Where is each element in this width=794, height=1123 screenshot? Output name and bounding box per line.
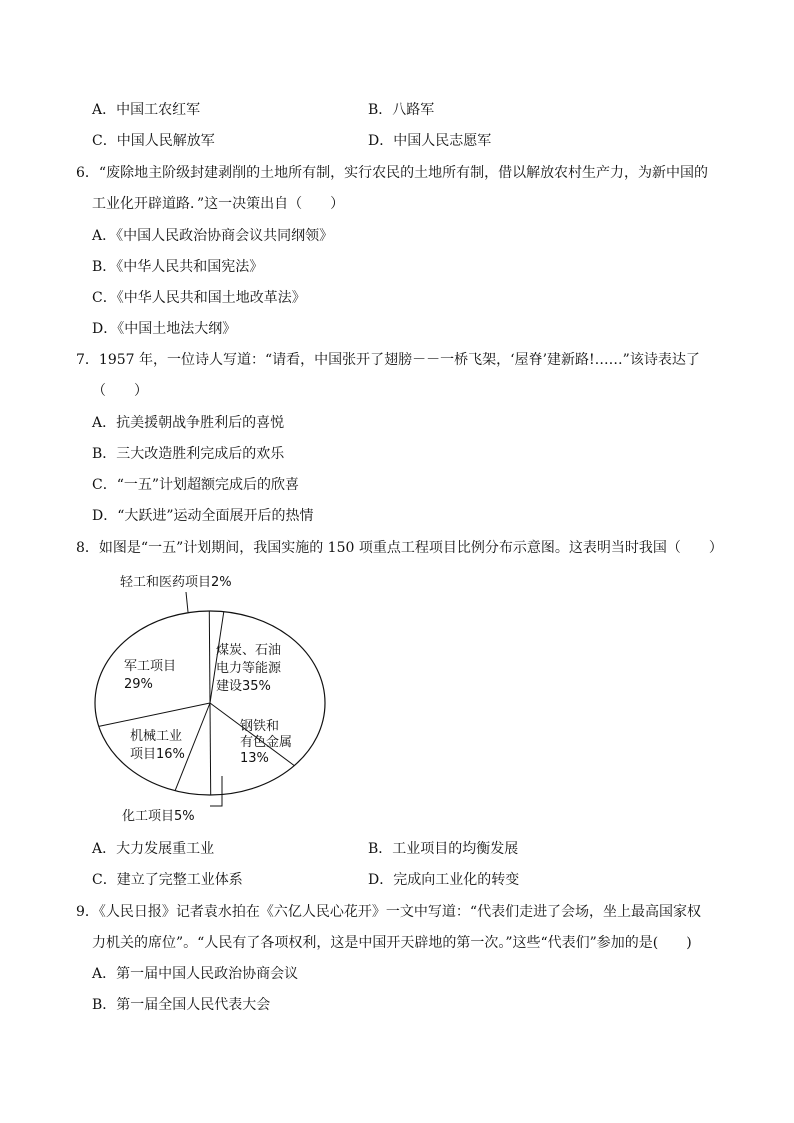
q8-option-d: D．完成向工业化的转变 <box>368 872 520 888</box>
slice-chem-edge <box>210 703 211 795</box>
q6-stem-line1: 6．“废除地主阶级封建剥削的土地所有制，实行农民的土地所有制，借以解放农村生产力，为新中国的 <box>76 165 709 181</box>
q9-option-a: A．第一届中国人民政治协商会议 <box>92 966 299 982</box>
q7-option-d: D．“大跃进”运动全面展开后的热情 <box>92 508 314 524</box>
pie-label-light: 轻工和医药项目2% <box>120 575 232 590</box>
pie-chart-svg <box>90 568 330 828</box>
slice-light-edge <box>209 611 210 703</box>
q6-option-d: D．《中国土地法大纲》 <box>92 321 237 337</box>
q8-option-c: C．建立了完整工业体系 <box>92 872 243 888</box>
q7-option-c: C．“一五”计划超额完成后的欣喜 <box>92 477 300 493</box>
q9-stem-line1: 9．《人民日报》记者袁水拍在《六亿人民心花开》一文中写道：“代表们走进了会场，坐上最高国家权 <box>76 904 702 920</box>
pie-label-steel-1: 钢铁和 <box>240 719 280 734</box>
q5-option-d: D．中国人民志愿军 <box>368 133 492 149</box>
pie-label-mech-1: 机械工业 <box>130 729 183 744</box>
q9-stem-line2: 力机关的席位”。“人民有了各项权利，这是中国开天辟地的第一次。”这些“代表们”参加的是( ) <box>92 935 692 951</box>
pie-label-steel-2: 有色金属 <box>240 735 293 750</box>
pie-label-chem: 化工项目5% <box>122 809 195 824</box>
q6-option-a: A．《中国人民政治协商会议共同纲领》 <box>92 228 334 244</box>
pie-label-steel-3: 13% <box>240 751 269 766</box>
pie-label-mil-2: 29% <box>124 677 153 692</box>
q6-stem-line2: 工业化开辟道路．”这一决策出自（ ） <box>92 196 345 212</box>
q8-option-a: A．大力发展重工业 <box>92 841 215 857</box>
pie-label-mil-1: 军工项目 <box>124 659 177 674</box>
q8-stem: 8．如图是“一五”计划期间，我国实施的 150 项重点工程项目比例分布示意图。这表明当时我国（ ） <box>76 540 723 556</box>
pie-label-energy-2: 电力等能源 <box>216 661 282 676</box>
q9-option-b: B．第一届全国人民代表大会 <box>92 997 271 1013</box>
pie-leader-light <box>186 592 188 612</box>
q7-stem-line2: （ ） <box>92 383 148 399</box>
q5-option-c: C．中国人民解放军 <box>92 133 215 149</box>
pie-label-energy-1: 煤炭、石油 <box>216 643 282 658</box>
q5-option-a: A．中国工农红军 <box>92 102 201 118</box>
q6-option-b: B．《中华人民共和国宪法》 <box>92 259 264 275</box>
pie-label-mech-2: 项目16% <box>130 747 185 762</box>
q8-option-b: B．工业项目的均衡发展 <box>368 841 519 857</box>
q7-option-b: B．三大改造胜利完成后的欢乐 <box>92 446 285 462</box>
q7-option-a: A．抗美援朝战争胜利后的喜悦 <box>92 415 285 431</box>
q6-option-c: C．《中华人民共和国土地改革法》 <box>92 290 306 306</box>
q5-option-b: B．八路军 <box>368 102 435 118</box>
pie-chart <box>90 568 330 828</box>
pie-label-energy-3: 建设35% <box>216 679 271 694</box>
q7-stem-line1: 7．1957 年，一位诗人写道：“请看，中国张开了翅膀－－一桥飞架，‘屋脊’建新路!……”该诗表达了 <box>76 352 700 368</box>
